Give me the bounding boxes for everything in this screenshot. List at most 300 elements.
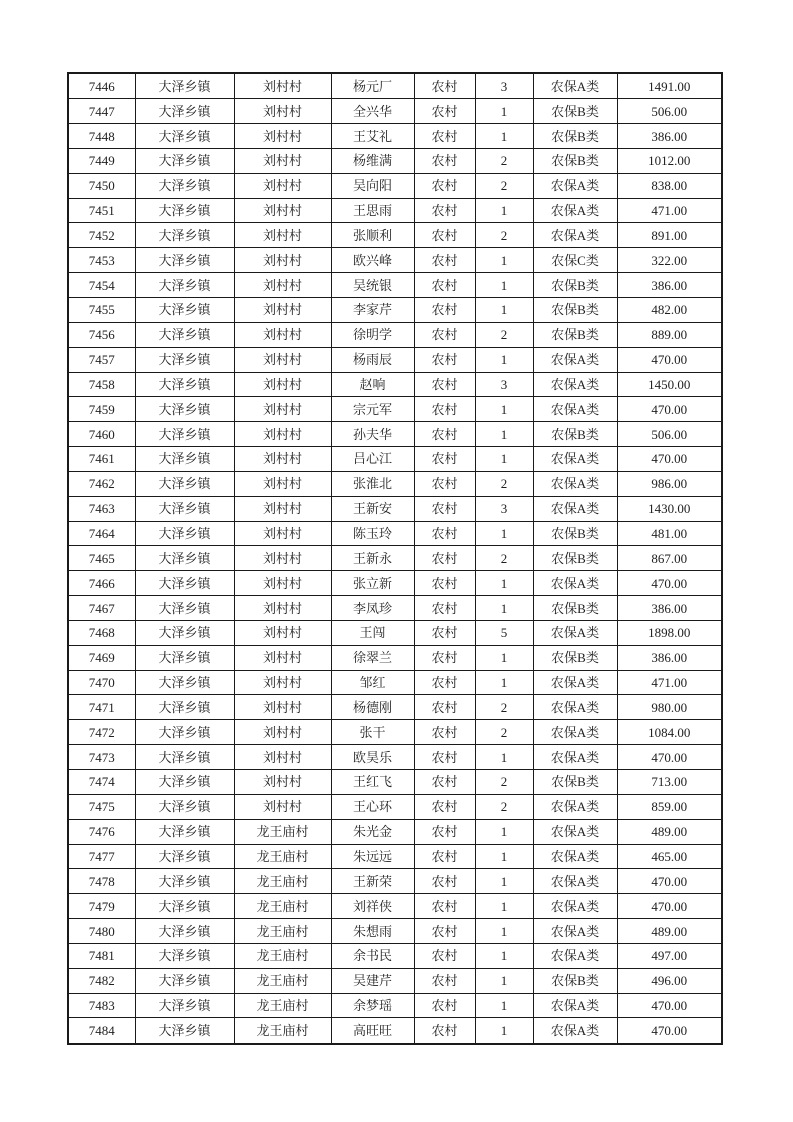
village-cell: 刘村村 xyxy=(234,496,331,521)
township-cell: 大泽乡镇 xyxy=(135,148,234,173)
township-cell: 大泽乡镇 xyxy=(135,422,234,447)
township-cell: 大泽乡镇 xyxy=(135,521,234,546)
person-name-cell: 赵响 xyxy=(331,372,414,397)
amount-cell: 889.00 xyxy=(617,322,722,347)
person-name-cell: 张干 xyxy=(331,720,414,745)
village-cell: 刘村村 xyxy=(234,571,331,596)
person-name-cell: 王新安 xyxy=(331,496,414,521)
table-row xyxy=(68,794,722,819)
township-cell: 大泽乡镇 xyxy=(135,968,234,993)
amount-cell: 470.00 xyxy=(617,993,722,1018)
table-row xyxy=(68,148,722,173)
household-type-cell: 农村 xyxy=(414,670,475,695)
person-count-cell: 1 xyxy=(475,894,533,919)
insurance-category-cell: 农保B类 xyxy=(533,124,617,149)
person-count-cell: 1 xyxy=(475,397,533,422)
household-type-cell: 农村 xyxy=(414,471,475,496)
township-cell: 大泽乡镇 xyxy=(135,695,234,720)
person-name-cell: 徐翠兰 xyxy=(331,645,414,670)
serial-cell: 7447 xyxy=(68,99,135,124)
household-type-cell: 农村 xyxy=(414,720,475,745)
village-cell: 刘村村 xyxy=(234,322,331,347)
insurance-category-cell: 农保B类 xyxy=(533,546,617,571)
insurance-category-cell: 农保A类 xyxy=(533,670,617,695)
amount-cell: 489.00 xyxy=(617,819,722,844)
amount-cell: 470.00 xyxy=(617,894,722,919)
township-cell: 大泽乡镇 xyxy=(135,322,234,347)
table-row xyxy=(68,471,722,496)
amount-cell: 470.00 xyxy=(617,397,722,422)
household-type-cell: 农村 xyxy=(414,620,475,645)
amount-cell: 482.00 xyxy=(617,297,722,322)
household-type-cell: 农村 xyxy=(414,546,475,571)
table-row xyxy=(68,124,722,149)
insurance-category-cell: 农保A类 xyxy=(533,695,617,720)
household-type-cell: 农村 xyxy=(414,794,475,819)
table-row xyxy=(68,273,722,298)
person-count-cell: 1 xyxy=(475,521,533,546)
serial-cell: 7483 xyxy=(68,993,135,1018)
insurance-category-cell: 农保B类 xyxy=(533,596,617,621)
household-type-cell: 农村 xyxy=(414,645,475,670)
amount-cell: 481.00 xyxy=(617,521,722,546)
serial-cell: 7473 xyxy=(68,745,135,770)
serial-cell: 7463 xyxy=(68,496,135,521)
insurance-category-cell: 农保A类 xyxy=(533,844,617,869)
amount-cell: 1491.00 xyxy=(617,73,722,99)
amount-cell: 489.00 xyxy=(617,919,722,944)
village-cell: 刘村村 xyxy=(234,248,331,273)
table-row xyxy=(68,297,722,322)
person-count-cell: 1 xyxy=(475,670,533,695)
household-type-cell: 农村 xyxy=(414,770,475,795)
person-name-cell: 邹红 xyxy=(331,670,414,695)
insurance-category-cell: 农保B类 xyxy=(533,645,617,670)
serial-cell: 7461 xyxy=(68,447,135,472)
village-cell: 龙王庙村 xyxy=(234,844,331,869)
person-count-cell: 1 xyxy=(475,844,533,869)
village-cell: 刘村村 xyxy=(234,447,331,472)
table-row xyxy=(68,645,722,670)
village-cell: 刘村村 xyxy=(234,297,331,322)
table-row xyxy=(68,248,722,273)
serial-cell: 7453 xyxy=(68,248,135,273)
village-cell: 刘村村 xyxy=(234,99,331,124)
person-name-cell: 王新荣 xyxy=(331,869,414,894)
person-count-cell: 2 xyxy=(475,173,533,198)
serial-cell: 7449 xyxy=(68,148,135,173)
serial-cell: 7446 xyxy=(68,73,135,99)
insurance-category-cell: 农保B类 xyxy=(533,148,617,173)
insurance-category-cell: 农保B类 xyxy=(533,99,617,124)
person-name-cell: 吴向阳 xyxy=(331,173,414,198)
insurance-category-cell: 农保A类 xyxy=(533,347,617,372)
table-row xyxy=(68,422,722,447)
person-name-cell: 欧兴峰 xyxy=(331,248,414,273)
insurance-category-cell: 农保A类 xyxy=(533,223,617,248)
village-cell: 刘村村 xyxy=(234,745,331,770)
person-name-cell: 张淮北 xyxy=(331,471,414,496)
village-cell: 刘村村 xyxy=(234,372,331,397)
serial-cell: 7450 xyxy=(68,173,135,198)
village-cell: 龙王庙村 xyxy=(234,943,331,968)
person-name-cell: 王心环 xyxy=(331,794,414,819)
insurance-category-cell: 农保A类 xyxy=(533,397,617,422)
person-count-cell: 2 xyxy=(475,471,533,496)
person-name-cell: 余梦瑶 xyxy=(331,993,414,1018)
serial-cell: 7474 xyxy=(68,770,135,795)
person-count-cell: 1 xyxy=(475,819,533,844)
amount-cell: 465.00 xyxy=(617,844,722,869)
household-type-cell: 农村 xyxy=(414,148,475,173)
table-row xyxy=(68,521,722,546)
table-row xyxy=(68,571,722,596)
person-count-cell: 1 xyxy=(475,645,533,670)
insurance-category-cell: 农保A类 xyxy=(533,943,617,968)
person-count-cell: 1 xyxy=(475,447,533,472)
township-cell: 大泽乡镇 xyxy=(135,397,234,422)
person-name-cell: 杨元厂 xyxy=(331,73,414,99)
insurance-category-cell: 农保B类 xyxy=(533,770,617,795)
household-type-cell: 农村 xyxy=(414,347,475,372)
table-row xyxy=(68,695,722,720)
insurance-category-cell: 农保B类 xyxy=(533,521,617,546)
serial-cell: 7468 xyxy=(68,620,135,645)
village-cell: 刘村村 xyxy=(234,73,331,99)
table-row xyxy=(68,770,722,795)
household-type-cell: 农村 xyxy=(414,844,475,869)
township-cell: 大泽乡镇 xyxy=(135,198,234,223)
township-cell: 大泽乡镇 xyxy=(135,770,234,795)
amount-cell: 859.00 xyxy=(617,794,722,819)
township-cell: 大泽乡镇 xyxy=(135,173,234,198)
insurance-category-cell: 农保B类 xyxy=(533,273,617,298)
household-type-cell: 农村 xyxy=(414,1018,475,1044)
village-cell: 龙王庙村 xyxy=(234,993,331,1018)
serial-cell: 7454 xyxy=(68,273,135,298)
township-cell: 大泽乡镇 xyxy=(135,943,234,968)
amount-cell: 386.00 xyxy=(617,596,722,621)
amount-cell: 470.00 xyxy=(617,347,722,372)
insurance-category-cell: 农保A类 xyxy=(533,745,617,770)
person-count-cell: 1 xyxy=(475,943,533,968)
table-row xyxy=(68,745,722,770)
table-row xyxy=(68,223,722,248)
serial-cell: 7475 xyxy=(68,794,135,819)
amount-cell: 471.00 xyxy=(617,670,722,695)
table-row xyxy=(68,670,722,695)
household-type-cell: 农村 xyxy=(414,173,475,198)
serial-cell: 7469 xyxy=(68,645,135,670)
amount-cell: 891.00 xyxy=(617,223,722,248)
table-row xyxy=(68,819,722,844)
village-cell: 龙王庙村 xyxy=(234,869,331,894)
serial-cell: 7451 xyxy=(68,198,135,223)
serial-cell: 7478 xyxy=(68,869,135,894)
person-name-cell: 朱光金 xyxy=(331,819,414,844)
table-row xyxy=(68,943,722,968)
insurance-category-cell: 农保A类 xyxy=(533,894,617,919)
household-type-cell: 农村 xyxy=(414,695,475,720)
amount-cell: 470.00 xyxy=(617,869,722,894)
insurance-category-cell: 农保A类 xyxy=(533,471,617,496)
person-count-cell: 2 xyxy=(475,546,533,571)
household-type-cell: 农村 xyxy=(414,223,475,248)
village-cell: 刘村村 xyxy=(234,521,331,546)
household-type-cell: 农村 xyxy=(414,322,475,347)
household-type-cell: 农村 xyxy=(414,447,475,472)
insurance-category-cell: 农保A类 xyxy=(533,198,617,223)
amount-cell: 986.00 xyxy=(617,471,722,496)
person-name-cell: 陈玉玲 xyxy=(331,521,414,546)
township-cell: 大泽乡镇 xyxy=(135,471,234,496)
serial-cell: 7452 xyxy=(68,223,135,248)
person-count-cell: 1 xyxy=(475,1018,533,1044)
household-type-cell: 农村 xyxy=(414,273,475,298)
village-cell: 刘村村 xyxy=(234,124,331,149)
township-cell: 大泽乡镇 xyxy=(135,1018,234,1044)
amount-cell: 470.00 xyxy=(617,745,722,770)
person-count-cell: 1 xyxy=(475,347,533,372)
person-count-cell: 1 xyxy=(475,99,533,124)
person-name-cell: 高旺旺 xyxy=(331,1018,414,1044)
village-cell: 刘村村 xyxy=(234,695,331,720)
insurance-category-cell: 农保A类 xyxy=(533,571,617,596)
person-name-cell: 王艾礼 xyxy=(331,124,414,149)
township-cell: 大泽乡镇 xyxy=(135,670,234,695)
township-cell: 大泽乡镇 xyxy=(135,720,234,745)
amount-cell: 470.00 xyxy=(617,1018,722,1044)
person-count-cell: 2 xyxy=(475,720,533,745)
person-name-cell: 李家芹 xyxy=(331,297,414,322)
township-cell: 大泽乡镇 xyxy=(135,869,234,894)
village-cell: 刘村村 xyxy=(234,422,331,447)
serial-cell: 7476 xyxy=(68,819,135,844)
table-row xyxy=(68,322,722,347)
amount-cell: 1430.00 xyxy=(617,496,722,521)
township-cell: 大泽乡镇 xyxy=(135,745,234,770)
township-cell: 大泽乡镇 xyxy=(135,447,234,472)
table-row xyxy=(68,844,722,869)
person-count-cell: 1 xyxy=(475,596,533,621)
serial-cell: 7484 xyxy=(68,1018,135,1044)
person-name-cell: 刘祥侠 xyxy=(331,894,414,919)
household-type-cell: 农村 xyxy=(414,99,475,124)
serial-cell: 7482 xyxy=(68,968,135,993)
person-name-cell: 杨维满 xyxy=(331,148,414,173)
amount-cell: 471.00 xyxy=(617,198,722,223)
table-row xyxy=(68,620,722,645)
village-cell: 龙王庙村 xyxy=(234,894,331,919)
serial-cell: 7465 xyxy=(68,546,135,571)
person-name-cell: 王思雨 xyxy=(331,198,414,223)
village-cell: 龙王庙村 xyxy=(234,968,331,993)
insurance-category-cell: 农保A类 xyxy=(533,620,617,645)
serial-cell: 7457 xyxy=(68,347,135,372)
household-type-cell: 农村 xyxy=(414,596,475,621)
township-cell: 大泽乡镇 xyxy=(135,372,234,397)
person-count-cell: 1 xyxy=(475,869,533,894)
amount-cell: 386.00 xyxy=(617,273,722,298)
village-cell: 刘村村 xyxy=(234,273,331,298)
township-cell: 大泽乡镇 xyxy=(135,596,234,621)
amount-cell: 838.00 xyxy=(617,173,722,198)
household-type-cell: 农村 xyxy=(414,248,475,273)
township-cell: 大泽乡镇 xyxy=(135,297,234,322)
village-cell: 刘村村 xyxy=(234,546,331,571)
township-cell: 大泽乡镇 xyxy=(135,496,234,521)
table-row xyxy=(68,372,722,397)
insurance-category-cell: 农保C类 xyxy=(533,248,617,273)
table-row xyxy=(68,546,722,571)
amount-cell: 1898.00 xyxy=(617,620,722,645)
household-type-cell: 农村 xyxy=(414,943,475,968)
serial-cell: 7459 xyxy=(68,397,135,422)
insurance-category-cell: 农保A类 xyxy=(533,869,617,894)
table-row xyxy=(68,397,722,422)
insurance-category-cell: 农保B类 xyxy=(533,422,617,447)
township-cell: 大泽乡镇 xyxy=(135,620,234,645)
village-cell: 龙王庙村 xyxy=(234,919,331,944)
person-count-cell: 2 xyxy=(475,223,533,248)
village-cell: 刘村村 xyxy=(234,596,331,621)
person-count-cell: 1 xyxy=(475,248,533,273)
insurance-category-cell: 农保A类 xyxy=(533,73,617,99)
person-name-cell: 杨德刚 xyxy=(331,695,414,720)
amount-cell: 470.00 xyxy=(617,447,722,472)
person-count-cell: 5 xyxy=(475,620,533,645)
serial-cell: 7458 xyxy=(68,372,135,397)
village-cell: 刘村村 xyxy=(234,620,331,645)
person-name-cell: 孙夫华 xyxy=(331,422,414,447)
insurance-category-cell: 农保B类 xyxy=(533,297,617,322)
person-count-cell: 1 xyxy=(475,745,533,770)
insurance-category-cell: 农保A类 xyxy=(533,794,617,819)
insurance-category-cell: 农保A类 xyxy=(533,819,617,844)
township-cell: 大泽乡镇 xyxy=(135,919,234,944)
table-row xyxy=(68,347,722,372)
serial-cell: 7481 xyxy=(68,943,135,968)
village-cell: 刘村村 xyxy=(234,471,331,496)
insurance-category-cell: 农保A类 xyxy=(533,720,617,745)
insurance-category-cell: 农保A类 xyxy=(533,372,617,397)
household-type-cell: 农村 xyxy=(414,124,475,149)
serial-cell: 7467 xyxy=(68,596,135,621)
township-cell: 大泽乡镇 xyxy=(135,645,234,670)
table-row xyxy=(68,99,722,124)
amount-cell: 1450.00 xyxy=(617,372,722,397)
township-cell: 大泽乡镇 xyxy=(135,819,234,844)
village-cell: 刘村村 xyxy=(234,645,331,670)
village-cell: 龙王庙村 xyxy=(234,1018,331,1044)
insurance-category-cell: 农保A类 xyxy=(533,1018,617,1044)
household-type-cell: 农村 xyxy=(414,894,475,919)
amount-cell: 470.00 xyxy=(617,571,722,596)
table-row xyxy=(68,894,722,919)
village-cell: 刘村村 xyxy=(234,770,331,795)
insurance-records-table xyxy=(67,72,723,1045)
serial-cell: 7466 xyxy=(68,571,135,596)
person-name-cell: 李凤珍 xyxy=(331,596,414,621)
insurance-category-cell: 农保A类 xyxy=(533,496,617,521)
amount-cell: 496.00 xyxy=(617,968,722,993)
township-cell: 大泽乡镇 xyxy=(135,347,234,372)
serial-cell: 7479 xyxy=(68,894,135,919)
township-cell: 大泽乡镇 xyxy=(135,273,234,298)
person-name-cell: 宗元军 xyxy=(331,397,414,422)
amount-cell: 980.00 xyxy=(617,695,722,720)
household-type-cell: 农村 xyxy=(414,968,475,993)
table-row xyxy=(68,993,722,1018)
amount-cell: 506.00 xyxy=(617,99,722,124)
person-name-cell: 吕心江 xyxy=(331,447,414,472)
table-row xyxy=(68,919,722,944)
table-row xyxy=(68,596,722,621)
village-cell: 刘村村 xyxy=(234,720,331,745)
person-count-cell: 1 xyxy=(475,571,533,596)
village-cell: 刘村村 xyxy=(234,173,331,198)
insurance-category-cell: 农保A类 xyxy=(533,919,617,944)
table-row xyxy=(68,968,722,993)
household-type-cell: 农村 xyxy=(414,919,475,944)
person-count-cell: 3 xyxy=(475,73,533,99)
township-cell: 大泽乡镇 xyxy=(135,844,234,869)
village-cell: 刘村村 xyxy=(234,148,331,173)
amount-cell: 386.00 xyxy=(617,124,722,149)
serial-cell: 7471 xyxy=(68,695,135,720)
amount-cell: 506.00 xyxy=(617,422,722,447)
household-type-cell: 农村 xyxy=(414,297,475,322)
table-row xyxy=(68,198,722,223)
person-name-cell: 吴建芹 xyxy=(331,968,414,993)
person-count-cell: 2 xyxy=(475,794,533,819)
township-cell: 大泽乡镇 xyxy=(135,248,234,273)
village-cell: 刘村村 xyxy=(234,794,331,819)
amount-cell: 497.00 xyxy=(617,943,722,968)
person-count-cell: 1 xyxy=(475,919,533,944)
person-count-cell: 1 xyxy=(475,273,533,298)
person-name-cell: 王红飞 xyxy=(331,770,414,795)
person-count-cell: 2 xyxy=(475,322,533,347)
serial-cell: 7470 xyxy=(68,670,135,695)
serial-cell: 7464 xyxy=(68,521,135,546)
household-type-cell: 农村 xyxy=(414,422,475,447)
household-type-cell: 农村 xyxy=(414,521,475,546)
person-name-cell: 朱远远 xyxy=(331,844,414,869)
village-cell: 刘村村 xyxy=(234,397,331,422)
household-type-cell: 农村 xyxy=(414,496,475,521)
table-row xyxy=(68,869,722,894)
person-name-cell: 王闯 xyxy=(331,620,414,645)
person-count-cell: 2 xyxy=(475,695,533,720)
village-cell: 刘村村 xyxy=(234,198,331,223)
table-row xyxy=(68,1018,722,1044)
serial-cell: 7456 xyxy=(68,322,135,347)
household-type-cell: 农村 xyxy=(414,73,475,99)
person-count-cell: 1 xyxy=(475,124,533,149)
village-cell: 刘村村 xyxy=(234,670,331,695)
township-cell: 大泽乡镇 xyxy=(135,124,234,149)
insurance-category-cell: 农保A类 xyxy=(533,993,617,1018)
amount-cell: 1012.00 xyxy=(617,148,722,173)
serial-cell: 7477 xyxy=(68,844,135,869)
village-cell: 刘村村 xyxy=(234,223,331,248)
insurance-category-cell: 农保A类 xyxy=(533,173,617,198)
household-type-cell: 农村 xyxy=(414,372,475,397)
table-row xyxy=(68,496,722,521)
person-name-cell: 张立新 xyxy=(331,571,414,596)
amount-cell: 867.00 xyxy=(617,546,722,571)
